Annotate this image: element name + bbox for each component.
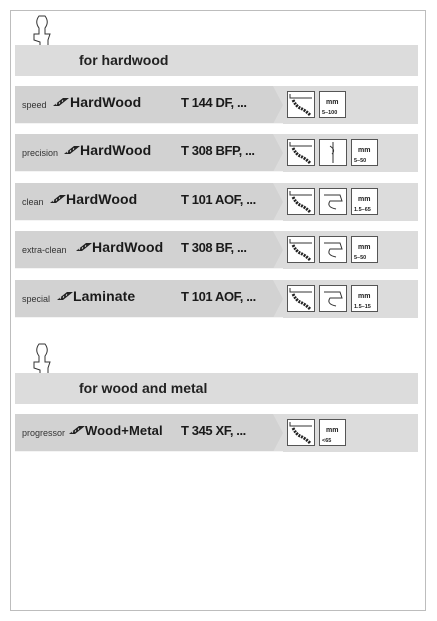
- straight-cut-icon: [319, 139, 347, 166]
- cut-depth-range: 1.5–15: [354, 304, 371, 310]
- product-code: T 345 XF, ...: [181, 423, 246, 438]
- product-prefix: precision: [22, 148, 59, 158]
- curve-cut-icon: [287, 285, 315, 312]
- blade-logo-icon: [50, 194, 66, 204]
- section-title: for hardwood: [79, 52, 169, 68]
- shape-cut-icon: [319, 285, 347, 312]
- product-name: HardWood: [80, 142, 152, 158]
- curve-cut-icon: [287, 139, 315, 166]
- cut-depth-icon: mm 1.5–65: [351, 188, 378, 215]
- shape-cut-icon: [319, 236, 347, 263]
- product-prefix: extra-clean: [22, 245, 67, 255]
- blade-logo-icon: [57, 291, 73, 301]
- product-prefix: clean: [22, 197, 44, 207]
- product-row: [15, 134, 418, 172]
- section-header-hardwood: [15, 45, 418, 76]
- cut-depth-icon: mm 5–50: [351, 139, 378, 166]
- product-prefix: speed: [22, 100, 47, 110]
- blade-logo-icon: [76, 242, 92, 252]
- product-name: Laminate: [73, 288, 136, 304]
- blade-logo-icon: [64, 145, 80, 155]
- cut-depth-range: <65: [322, 438, 332, 444]
- product-code: T 101 AOF, ...: [181, 289, 256, 304]
- product-code: T 101 AOF, ...: [181, 192, 256, 207]
- product-code: T 308 BF, ...: [181, 240, 247, 255]
- product-row: [15, 183, 418, 221]
- cut-depth-icon: mm 1.5–15: [351, 285, 378, 312]
- section-title: for wood and metal: [79, 380, 208, 396]
- blade-logo-icon: [53, 97, 69, 107]
- product-code: T 144 DF, ...: [181, 95, 247, 110]
- section-header-wood-metal: [15, 373, 418, 404]
- product-name: HardWood: [70, 94, 142, 110]
- product-row: [15, 231, 418, 269]
- product-prefix: progressor: [22, 428, 66, 438]
- curve-cut-icon: [287, 91, 315, 118]
- product-prefix: special: [22, 294, 51, 304]
- curve-cut-icon: [287, 188, 315, 215]
- cut-depth-icon: mm <65: [319, 419, 346, 446]
- product-row: [15, 86, 418, 124]
- product-name: HardWood: [66, 191, 138, 207]
- cut-depth-range: 5–50: [354, 158, 367, 164]
- cut-depth-icon: mm 5–100: [319, 91, 346, 118]
- cut-depth-range: 5–50: [354, 255, 367, 261]
- curve-cut-icon: [287, 236, 315, 263]
- product-code: T 308 BFP, ...: [181, 143, 255, 158]
- product-row: [15, 280, 418, 318]
- product-name: HardWood: [92, 239, 164, 255]
- cut-depth-range: 1.5–65: [354, 207, 371, 213]
- curve-cut-icon: [287, 419, 315, 446]
- product-row: [15, 414, 418, 452]
- blade-logo-icon: [69, 425, 85, 435]
- cut-depth-range: 5–100: [322, 110, 338, 116]
- shape-cut-icon: [319, 188, 347, 215]
- product-name: Wood+Metal: [85, 423, 163, 438]
- cut-depth-icon: mm 5–50: [351, 236, 378, 263]
